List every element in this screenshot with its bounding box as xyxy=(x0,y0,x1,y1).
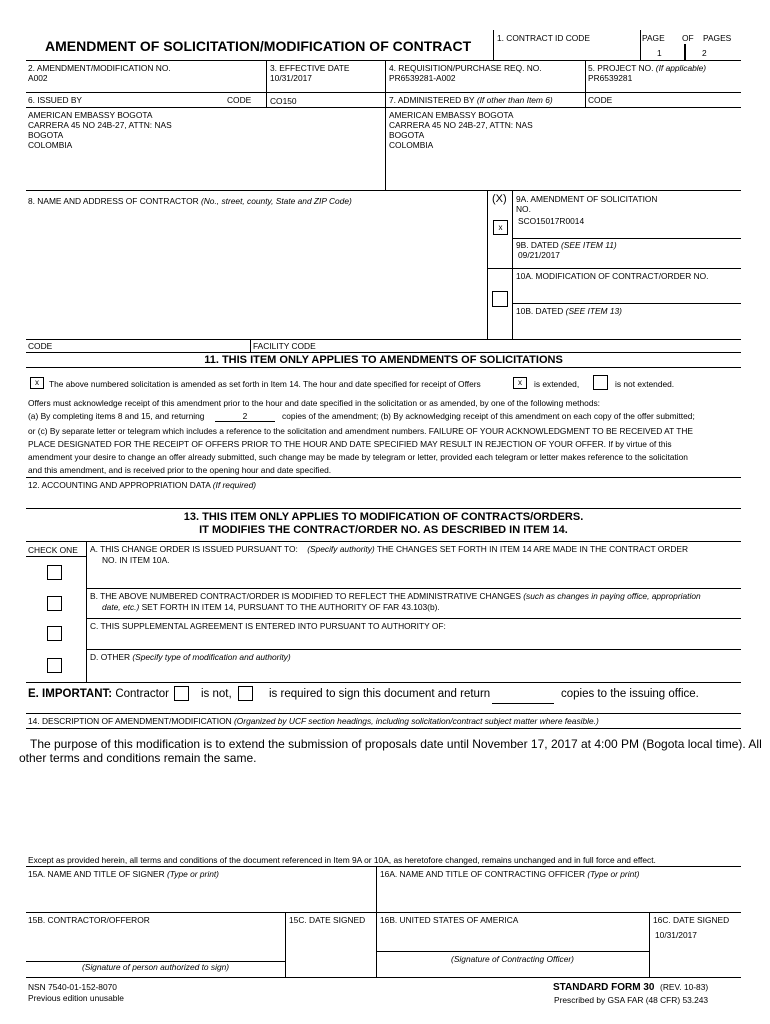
item3-label: 3. EFFECTIVE DATE xyxy=(270,63,350,73)
item9b-label: 9B. DATED (SEE ITEM 11) xyxy=(516,240,617,250)
item13b-text: B. THE ABOVE NUMBERED CONTRACT/ORDER IS MODIFIED TO REFLECT THE ADMINISTRATIVE CHANGES (such as changes in paying office, appropriation xyxy=(90,591,701,601)
item2-label: 2. AMENDMENT/MODIFICATION NO. xyxy=(28,63,171,73)
item4-value: PR6539281-A002 xyxy=(389,73,456,83)
contractor-is-required-checkbox[interactable] xyxy=(238,686,253,701)
item13b-text2: date, etc.) SET FORTH IN ITEM 14, PURSUANT TO THE AUTHORITY OF FAR 43.103(b). xyxy=(102,602,440,612)
nsn-label: NSN 7540-01-152-8070 xyxy=(28,982,117,992)
section13-line2: IT MODIFIES THE CONTRACT/ORDER NO. AS DESCRIBED IN ITEM 14. xyxy=(199,524,568,536)
item6-code-label: CODE xyxy=(227,95,252,105)
item6-label: 6. ISSUED BY xyxy=(28,95,82,105)
item10b-label: 10B. DATED (SEE ITEM 13) xyxy=(516,306,622,316)
is-not-label: is not, xyxy=(201,688,232,700)
item10-checkbox[interactable] xyxy=(492,291,508,307)
item14-line1: The purpose of this modification is to extend the submission of proposals date until November 17, 2017 at 4:00 PM (Bogota local time). All xyxy=(30,737,762,751)
item16a-label: 16A. NAME AND TITLE OF CONTRACTING OFFICER (Type or print) xyxy=(380,869,640,879)
item9b-value: 09/21/2017 xyxy=(518,250,560,260)
is-required-label: is required to sign this document and return xyxy=(269,688,491,700)
item11-checkbox[interactable]: x xyxy=(30,377,44,389)
admin-address-4: COLOMBIA xyxy=(389,140,434,150)
of-label: OF xyxy=(682,33,694,43)
item13c-checkbox[interactable] xyxy=(47,626,62,641)
prescribed-label: Prescribed by GSA FAR (48 CFR) 53.243 xyxy=(554,995,709,1005)
item11-para2a: (a) By completing items 8 and 15, and returning xyxy=(28,411,205,421)
item5-value: PR6539281 xyxy=(588,73,633,83)
previous-edition-label: Previous edition unusable xyxy=(28,993,124,1003)
admin-address-1: AMERICAN EMBASSY BOGOTA xyxy=(389,110,514,120)
extended-checkbox[interactable]: x xyxy=(513,377,527,389)
facility-code-label: FACILITY CODE xyxy=(253,341,316,351)
item11-para5: amendment your desire to change an offer already submitted, such change may be made by telegram or letter, provided each telegram or letter makes reference to the solicitation xyxy=(28,452,688,462)
form-title: AMENDMENT OF SOLICITATION/MODIFICATION OF CONTRACT xyxy=(45,38,472,54)
item11-para3: or (c) By separate letter or telegram which includes a reference to the solicitation and amendment numbers. FAILURE OF YOUR ACKNOWLEDGMENT TO BE RECEIVED AT THE xyxy=(28,426,693,436)
issued-address-1: AMERICAN EMBASSY BOGOTA xyxy=(28,110,153,120)
item16c-label: 16C. DATE SIGNED xyxy=(653,915,730,925)
item11-para2b: copies of the amendment; (b) By acknowledging receipt of this amendment on each copy of the offer submitted; xyxy=(282,411,695,421)
item10a-label: 10A. MODIFICATION OF CONTRACT/ORDER NO. xyxy=(516,271,709,281)
sig-officer-label: (Signature of Contracting Officer) xyxy=(451,954,574,964)
item11-para6: and this amendment, and is received prior to the opening hour and date specified. xyxy=(28,465,332,475)
contract-id-label: 1. CONTRACT ID CODE xyxy=(497,33,590,43)
sig-person-label: (Signature of person authorized to sign) xyxy=(81,962,230,972)
item13d-checkbox[interactable] xyxy=(47,658,62,673)
copies-value: 2 xyxy=(215,411,275,422)
section11-title: 11. THIS ITEM ONLY APPLIES TO AMENDMENTS OF SOLICITATIONS xyxy=(204,354,563,366)
item16c-value: 10/31/2017 xyxy=(655,930,697,940)
item3-value: 10/31/2017 xyxy=(270,73,312,83)
item15a-label: 15A. NAME AND TITLE OF SIGNER (Type or print) xyxy=(28,869,219,879)
item15c-label: 15C. DATE SIGNED xyxy=(289,915,366,925)
item13b-checkbox[interactable] xyxy=(47,596,62,611)
item6-code-value: CO150 xyxy=(270,96,297,106)
not-extended-label: is not extended. xyxy=(615,379,675,389)
item4-label: 4. REQUISITION/PURCHASE REQ. NO. xyxy=(389,63,542,73)
section13-line1: 13. THIS ITEM ONLY APPLIES TO MODIFICATION OF CONTRACTS/ORDERS. xyxy=(183,511,584,523)
item9a-checkbox[interactable]: x xyxy=(493,220,508,235)
issued-address-2: CARRERA 45 NO 24B-27, ATTN: NAS xyxy=(28,120,172,130)
x-header: (X) xyxy=(492,193,507,205)
check-one-label: CHECK ONE xyxy=(28,545,78,555)
item14-line2: other terms and conditions remain the same. xyxy=(19,751,257,765)
copies-return-field[interactable] xyxy=(492,703,554,704)
item5-label: 5. PROJECT NO. (If applicable) xyxy=(588,63,707,73)
officer-signature-line[interactable] xyxy=(376,951,649,952)
admin-address-2: CARRERA 45 NO 24B-27, ATTN: NAS xyxy=(389,120,533,130)
item16b-label: 16B. UNITED STATES OF AMERICA xyxy=(380,915,519,925)
page-label: PAGE xyxy=(642,33,665,43)
item9a-value: SCO15017R0014 xyxy=(518,216,585,226)
extended-label: is extended, xyxy=(534,379,580,389)
item9a-label: 9A. AMENDMENT OF SOLICITATION xyxy=(516,194,658,204)
item13a-text3: NO. IN ITEM 10A. xyxy=(102,555,170,565)
item9a-no: NO. xyxy=(516,204,531,214)
item13a-text: A. THIS CHANGE ORDER IS ISSUED PURSUANT TO: (Specify authority) THE CHANGES SET FORTH IN ITEM 14 ARE MADE IN THE CONTRACT ORDER xyxy=(90,544,689,554)
pages-label: PAGES xyxy=(703,33,732,43)
item11-text: The above numbered solicitation is amended as set forth in Item 14. The hour and date specified for receipt of Offers xyxy=(49,379,481,389)
item13c-text: C. THIS SUPPLEMENTAL AGREEMENT IS ENTERED INTO PURSUANT TO AUTHORITY OF: xyxy=(90,621,446,631)
item12-label: 12. ACCOUNTING AND APPROPRIATION DATA (If required) xyxy=(28,480,257,490)
code-bottom-label: CODE xyxy=(28,341,53,351)
item15b-label: 15B. CONTRACTOR/OFFEROR xyxy=(28,915,150,925)
item11-para4: PLACE DESIGNATED FOR THE RECEIPT OF OFFERS PRIOR TO THE HOUR AND DATE SPECIFIED MAY RESULT IN REJECTION OF YOUR OFFER. If by virtue of this xyxy=(28,439,672,449)
not-extended-checkbox[interactable] xyxy=(593,375,608,390)
important-label: E. IMPORTANT: Contractor xyxy=(28,688,170,700)
item13d-text: D. OTHER (Specify type of modification and authority) xyxy=(90,652,291,662)
item11-para1: Offers must acknowledge receipt of this amendment prior to the hour and date specified in the solicitation or as amended, by one of the following methods: xyxy=(28,398,600,408)
item7-label: 7. ADMINISTERED BY (If other than Item 6) xyxy=(389,95,553,105)
except-text: Except as provided herein, all terms and conditions of the document referenced in Item 9A or 10A, as heretofore changed, remains unchanged and in full force and effect. xyxy=(28,855,656,865)
page-value: 1 xyxy=(657,48,662,58)
standard-form-label: STANDARD FORM 30 (REV. 10-83) xyxy=(553,982,709,993)
item2-value: A002 xyxy=(28,73,48,83)
copies-issuing-label: copies to the issuing office. xyxy=(561,688,699,700)
item8-label: 8. NAME AND ADDRESS OF CONTRACTOR (No., street, county, State and ZIP Code) xyxy=(28,196,352,206)
issued-address-3: BOGOTA xyxy=(28,130,64,140)
admin-address-3: BOGOTA xyxy=(389,130,425,140)
issued-address-4: COLOMBIA xyxy=(28,140,73,150)
contractor-is-not-checkbox[interactable] xyxy=(174,686,189,701)
pages-value: 2 xyxy=(702,48,707,58)
item7-code-label: CODE xyxy=(588,95,613,105)
item13a-checkbox[interactable] xyxy=(47,565,62,580)
item14-label: 14. DESCRIPTION OF AMENDMENT/MODIFICATION (Organized by UCF section headings, including solicitation/contract subject matter where feasible.) xyxy=(28,716,599,726)
